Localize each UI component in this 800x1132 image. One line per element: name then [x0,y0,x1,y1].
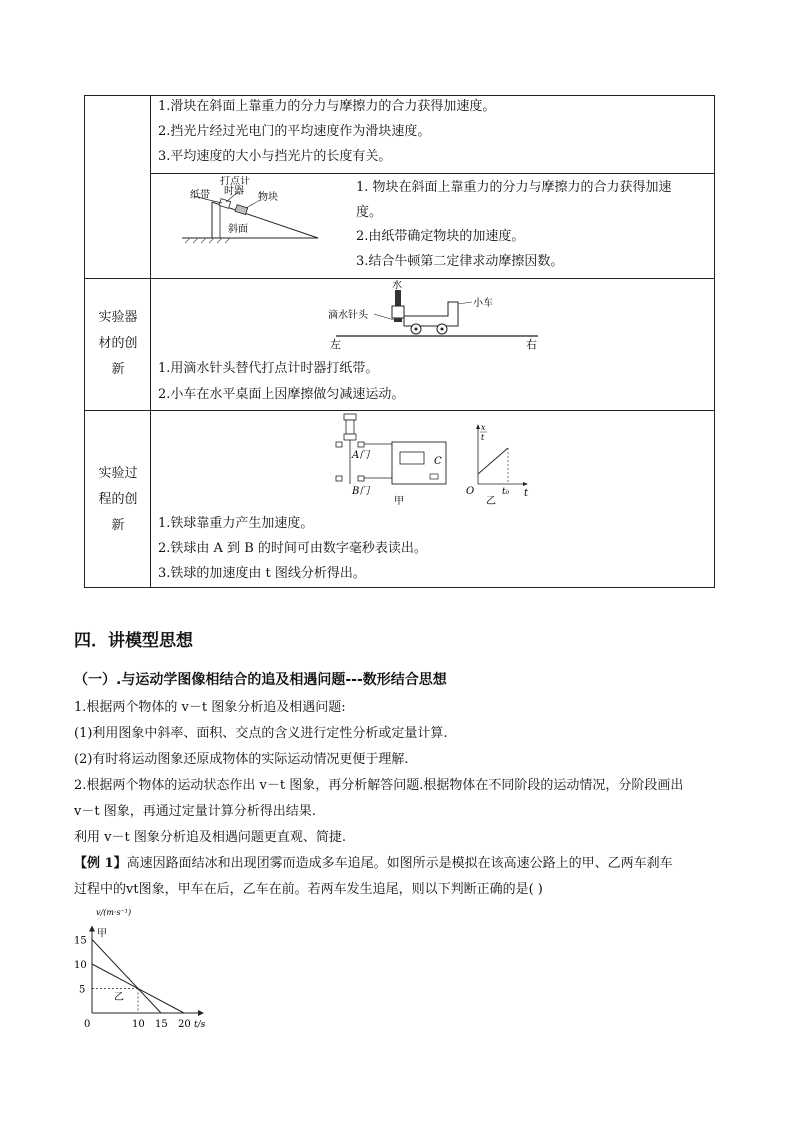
x-tick-label: 10 [132,1019,145,1030]
label-origin: O [466,486,475,497]
paragraph-5: v－t 图象，再通过定量计算分析得出结果. [74,804,316,819]
label-t0: t₀ [502,487,510,497]
row3-category-3: 新 [111,362,125,377]
label-t-small: t [481,433,485,442]
row4-category-2: 程的创 [98,492,138,507]
row4-line-2: 2.铁球由 A 到 B 的时间可由数字毫秒表读出。 [158,541,427,556]
row4-category-3: 新 [111,518,125,533]
row3-line-1: 1.用滴水针头替代打点计时器打纸带。 [158,361,379,376]
cart-figure [326,280,546,350]
row2-line-3: 2.由纸带确定物块的加速度。 [356,229,525,244]
row4-category-1: 实验过 [98,466,138,481]
label-cart: 小车 [473,298,493,309]
paragraph-1: 1.根据两个物体的 v－t 图象分析追及相遇问题: [74,700,346,715]
vt-chart [70,905,230,1030]
x-tick-label: 0 [84,1019,91,1030]
row3-category [88,305,148,383]
label-left: 左 [330,338,341,350]
x-axis-arrow [198,1010,204,1016]
example-line-2: 过程中的vt图象，甲车在后，乙车在前。若两车发生追尾，则以下判断正确的是( ) [74,882,543,897]
row4-line-1: 1.铁球靠重力产生加速度。 [158,516,314,531]
paragraph-3: (2)有时将运动图象还原成物体的实际运动情况更便于理解. [74,752,409,767]
y-tick-label: 5 [79,984,86,996]
y-axis-arrow [89,926,95,932]
paragraph-6: 利用 v－t 图象分析追及相遇问题更直观、简捷. [74,830,346,845]
y-tick-label: 15 [74,935,87,947]
series-name-2: 乙 [114,992,124,1003]
row1-line-3: 3.平均速度的大小与挡光片的长度有关。 [158,149,392,164]
row2-line-4: 3.结合牛顿第二定律求动摩擦因数。 [356,254,564,269]
x-tick-label: 15 [155,1019,168,1030]
series-name-1: 甲 [97,928,107,940]
gate-figure [330,412,540,512]
label-jia: 甲 [394,496,404,507]
label-block: 物块 [258,192,278,203]
label-gate-b: B门 [352,486,370,497]
label-water: 水 [392,280,402,291]
label-paper: 纸带 [190,190,210,201]
paragraph-4: 2.根据两个物体的运动状态作出 v－t 图象，再分析解答问题.根据物体在不同阶段的运动情况，分阶段画出 [74,778,684,793]
row2-line-1: 1. 物块在斜面上靠重力的分力与摩擦力的合力获得加速 [356,180,672,195]
incline-figure [180,176,330,246]
section-title: 四．讲模型思想 [74,631,193,651]
y-axis-label: v/(m·s⁻¹) [96,908,132,917]
row3-category-1: 实验器 [98,310,138,325]
row3-category-2: 材的创 [98,336,138,351]
row2-line-2: 度。 [356,205,383,220]
row4-line-3: 3.铁球的加速度由 t 图线分析得出。 [158,566,366,581]
label-timer-1: 打点计 [220,176,250,187]
label-gate-a: A门 [352,450,370,461]
section-subtitle: （一）.与运动学图像相结合的追及相遇问题---数形结合思想 [74,672,447,688]
y-tick-label: 10 [74,960,87,971]
example-text-1: 高速因路面结冰和出现团雾而造成多车追尾。如图所示是模拟在该高速公路上的甲、乙两车刹车 [126,856,673,871]
example-line-1 [74,856,673,872]
label-slope: 斜面 [228,224,248,235]
example-tag: 【例 1】 [74,856,127,871]
paragraph-2: (1)利用图象中斜率、面积、交点的含义进行定性分析或定量计算. [74,726,448,741]
row1-line-1: 1.滑块在斜面上靠重力的分力与摩擦力的合力获得加速度。 [158,99,496,114]
label-x: x [481,423,486,432]
label-right: 右 [526,338,537,350]
label-timer-2: 时器 [224,186,244,197]
label-yi: 乙 [486,496,496,507]
x-axis-label: t/s [194,1020,206,1030]
label-t: t [524,488,529,499]
label-dropper: 滴水针头 [328,310,368,321]
row3-line-2: 2.小车在水平桌面上因摩擦做匀减速运动。 [158,387,405,402]
series-line-1 [92,940,161,1014]
label-c: C [434,456,442,467]
row1-line-2: 2.挡光片经过光电门的平均速度作为滑块速度。 [158,124,431,139]
row4-category [88,461,148,539]
x-tick-label: 20 [178,1019,191,1030]
